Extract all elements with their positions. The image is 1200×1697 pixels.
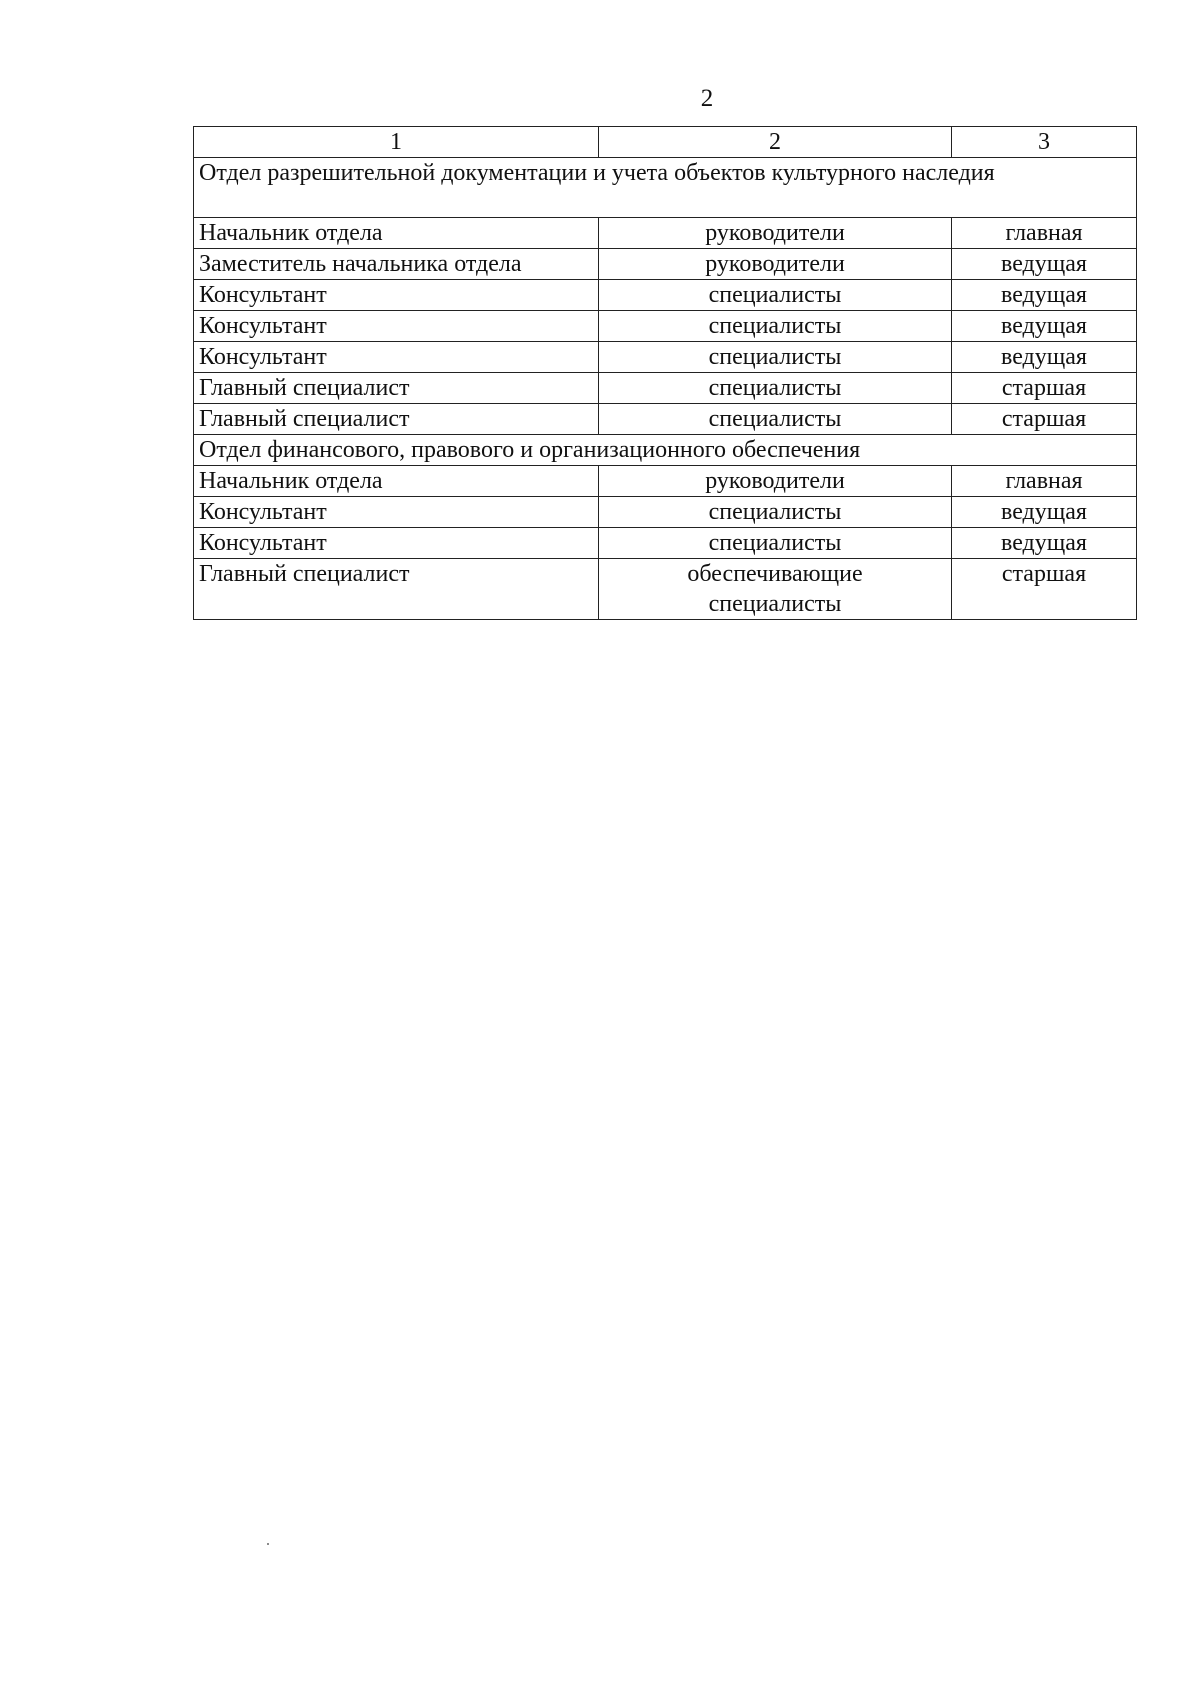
column-header-3: 3 — [952, 127, 1137, 158]
position-cell: Начальник отдела — [194, 218, 599, 249]
scan-speck — [267, 1543, 269, 1545]
page-number: 2 — [700, 85, 714, 112]
table-row — [194, 466, 1137, 497]
positions-table — [193, 126, 1137, 620]
table-row — [194, 311, 1137, 342]
table-row — [194, 249, 1137, 280]
group-cell: ведущая — [952, 497, 1137, 528]
group-cell: главная — [952, 218, 1137, 249]
category-cell: руководители — [599, 466, 952, 497]
position-cell: Консультант — [194, 497, 599, 528]
table-row — [194, 528, 1137, 559]
group-cell: ведущая — [952, 249, 1137, 280]
category-cell: специалисты — [599, 497, 952, 528]
table-row — [194, 218, 1137, 249]
group-cell: старшая — [952, 404, 1137, 435]
position-cell: Главный специалист — [194, 373, 599, 404]
section-title: Отдел финансового, правового и организационного обеспечения — [194, 435, 1137, 466]
group-cell: ведущая — [952, 342, 1137, 373]
group-cell: ведущая — [952, 528, 1137, 559]
category-cell: специалисты — [599, 373, 952, 404]
group-cell: ведущая — [952, 311, 1137, 342]
table-header-row — [194, 127, 1137, 158]
category-cell: специалисты — [599, 528, 952, 559]
category-cell: специалисты — [599, 404, 952, 435]
category-cell: специалисты — [599, 311, 952, 342]
category-cell: специалисты — [599, 342, 952, 373]
position-cell: Консультант — [194, 342, 599, 373]
section-title: Отдел разрешительной документации и учета объектов культурного наследия — [194, 158, 1137, 218]
position-cell: Консультант — [194, 528, 599, 559]
section-title-row — [194, 158, 1137, 218]
category-cell: специалисты — [599, 280, 952, 311]
position-cell: Начальник отдела — [194, 466, 599, 497]
position-cell: Заместитель начальника отдела — [194, 249, 599, 280]
section-title-row — [194, 435, 1137, 466]
category-cell: обеспечивающие специалисты — [599, 559, 952, 620]
table-row — [194, 497, 1137, 528]
table-row — [194, 559, 1137, 620]
position-cell: Консультант — [194, 280, 599, 311]
position-cell: Главный специалист — [194, 404, 599, 435]
group-cell: главная — [952, 466, 1137, 497]
group-cell: старшая — [952, 559, 1137, 620]
column-header-2: 2 — [599, 127, 952, 158]
table-row — [194, 404, 1137, 435]
group-cell: ведущая — [952, 280, 1137, 311]
table-row — [194, 373, 1137, 404]
group-cell: старшая — [952, 373, 1137, 404]
position-cell: Консультант — [194, 311, 599, 342]
position-cell: Главный специалист — [194, 559, 599, 620]
table-row — [194, 280, 1137, 311]
category-cell: руководители — [599, 249, 952, 280]
column-header-1: 1 — [194, 127, 599, 158]
category-cell: руководители — [599, 218, 952, 249]
table-row — [194, 342, 1137, 373]
